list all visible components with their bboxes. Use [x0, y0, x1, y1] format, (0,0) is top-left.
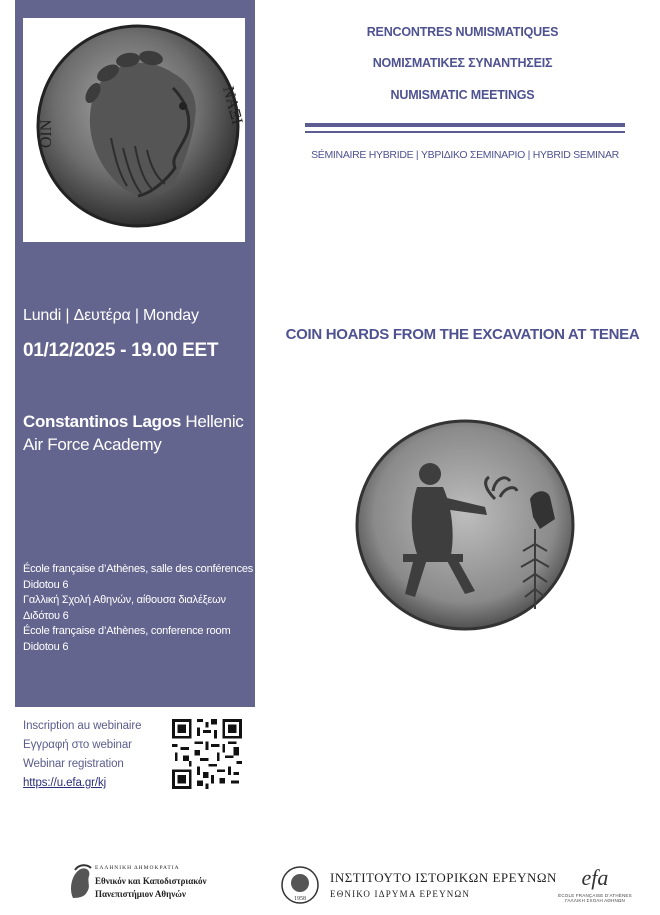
qr-code[interactable] [172, 719, 242, 789]
venue-fr-address: Didotou 6 [23, 578, 69, 591]
venue-fr: École française d’Athènes, salle des conférences [23, 563, 254, 575]
uoa-logo [95, 862, 207, 901]
registration-link[interactable]: https://u.efa.gr/kj [23, 777, 107, 789]
lecture-title: COIN HOARDS FROM THE EXCAVATION AT TENEA [285, 326, 640, 343]
ihr-seal-year: 1958 [294, 896, 306, 902]
event-date: 01/12/2025 - 19.00 EET [23, 340, 219, 361]
coin-legend-left: ΟΙΝ [38, 119, 55, 148]
venue-gr: Γαλλική Σχολή Αθηνών, αίθουσα διαλέξεων [23, 594, 226, 606]
venue-gr-address: Διδότου 6 [23, 609, 69, 622]
uoa-logo-line1: ΕΛΛΗΝΙΚΗ ΔΗΜΟΚΡΑΤΙΑ [95, 865, 180, 871]
coin-image-seated-figure [355, 419, 576, 631]
speaker-affiliation: Hellenic Air Force Academy [23, 412, 244, 454]
efa-logo [555, 867, 635, 903]
registration-fr: Inscription au webinaire [23, 720, 142, 732]
header-rule-thin [305, 131, 625, 133]
efa-logo-line2: ΓΑΛΛΙΚΗ ΣΧΟΛΗ ΑΘΗΝΩΝ [565, 898, 625, 903]
header-title-fr: RENCONTRES NUMISMATIQUES [366, 25, 559, 39]
speaker [23, 410, 248, 456]
header-rule-thick [305, 123, 625, 127]
efa-logo-line1: ÉCOLE FRANÇAISE D’ATHÈNES [558, 893, 632, 898]
uoa-logo-line3: Πανεπιστήμιον Αθηνών [95, 889, 186, 899]
coin-image-dionysos [23, 18, 245, 242]
uoa-logo-line2: Εθνικόν και Καποδιστριακόν [95, 876, 207, 886]
efa-logo-mark: efa [581, 865, 609, 890]
ihr-logo-line1: ΙΝΣΤΙΤΟΥΤΟ ΙΣΤΟΡΙΚΩΝ ΕΡΕΥΝΩΝ [330, 870, 557, 885]
header-title-gr: ΝΟΜΙΣΜΑΤΙΚΕΣ ΣΥΝΑΝΤΗΣΕΙΣ [372, 56, 553, 70]
venue-en-address: Didotou 6 [23, 640, 69, 653]
athena-head-logo-icon [65, 862, 95, 902]
ihr-logo [330, 870, 557, 902]
event-day: Lundi | Δευτέρα | Monday [23, 307, 199, 324]
registration-block [23, 717, 141, 793]
registration-en: Webinar registration [23, 758, 124, 770]
registration-gr: Εγγραφή στο webinar [23, 739, 132, 751]
ihr-seal-icon [280, 865, 320, 905]
venue-block [23, 562, 254, 655]
coin-legend-right: ΝΑΞΙ [219, 84, 245, 127]
venue-en: École française d’Athènes, conference room [23, 625, 231, 637]
ihr-logo-line2: ΕΘΝΙΚΟ ΙΔΡΥΜΑ ΕΡΕΥΝΩΝ [330, 889, 471, 899]
header-title-en: NUMISMATIC MEETINGS [390, 88, 535, 102]
speaker-name: Constantinos Lagos [23, 412, 181, 431]
seminar-type: SÉMINAIRE HYBRIDE | ΥΒΡΙΔΙΚΟ ΣΕΜΙΝΑΡΙΟ | HYBRID SEMINAR [311, 149, 619, 161]
